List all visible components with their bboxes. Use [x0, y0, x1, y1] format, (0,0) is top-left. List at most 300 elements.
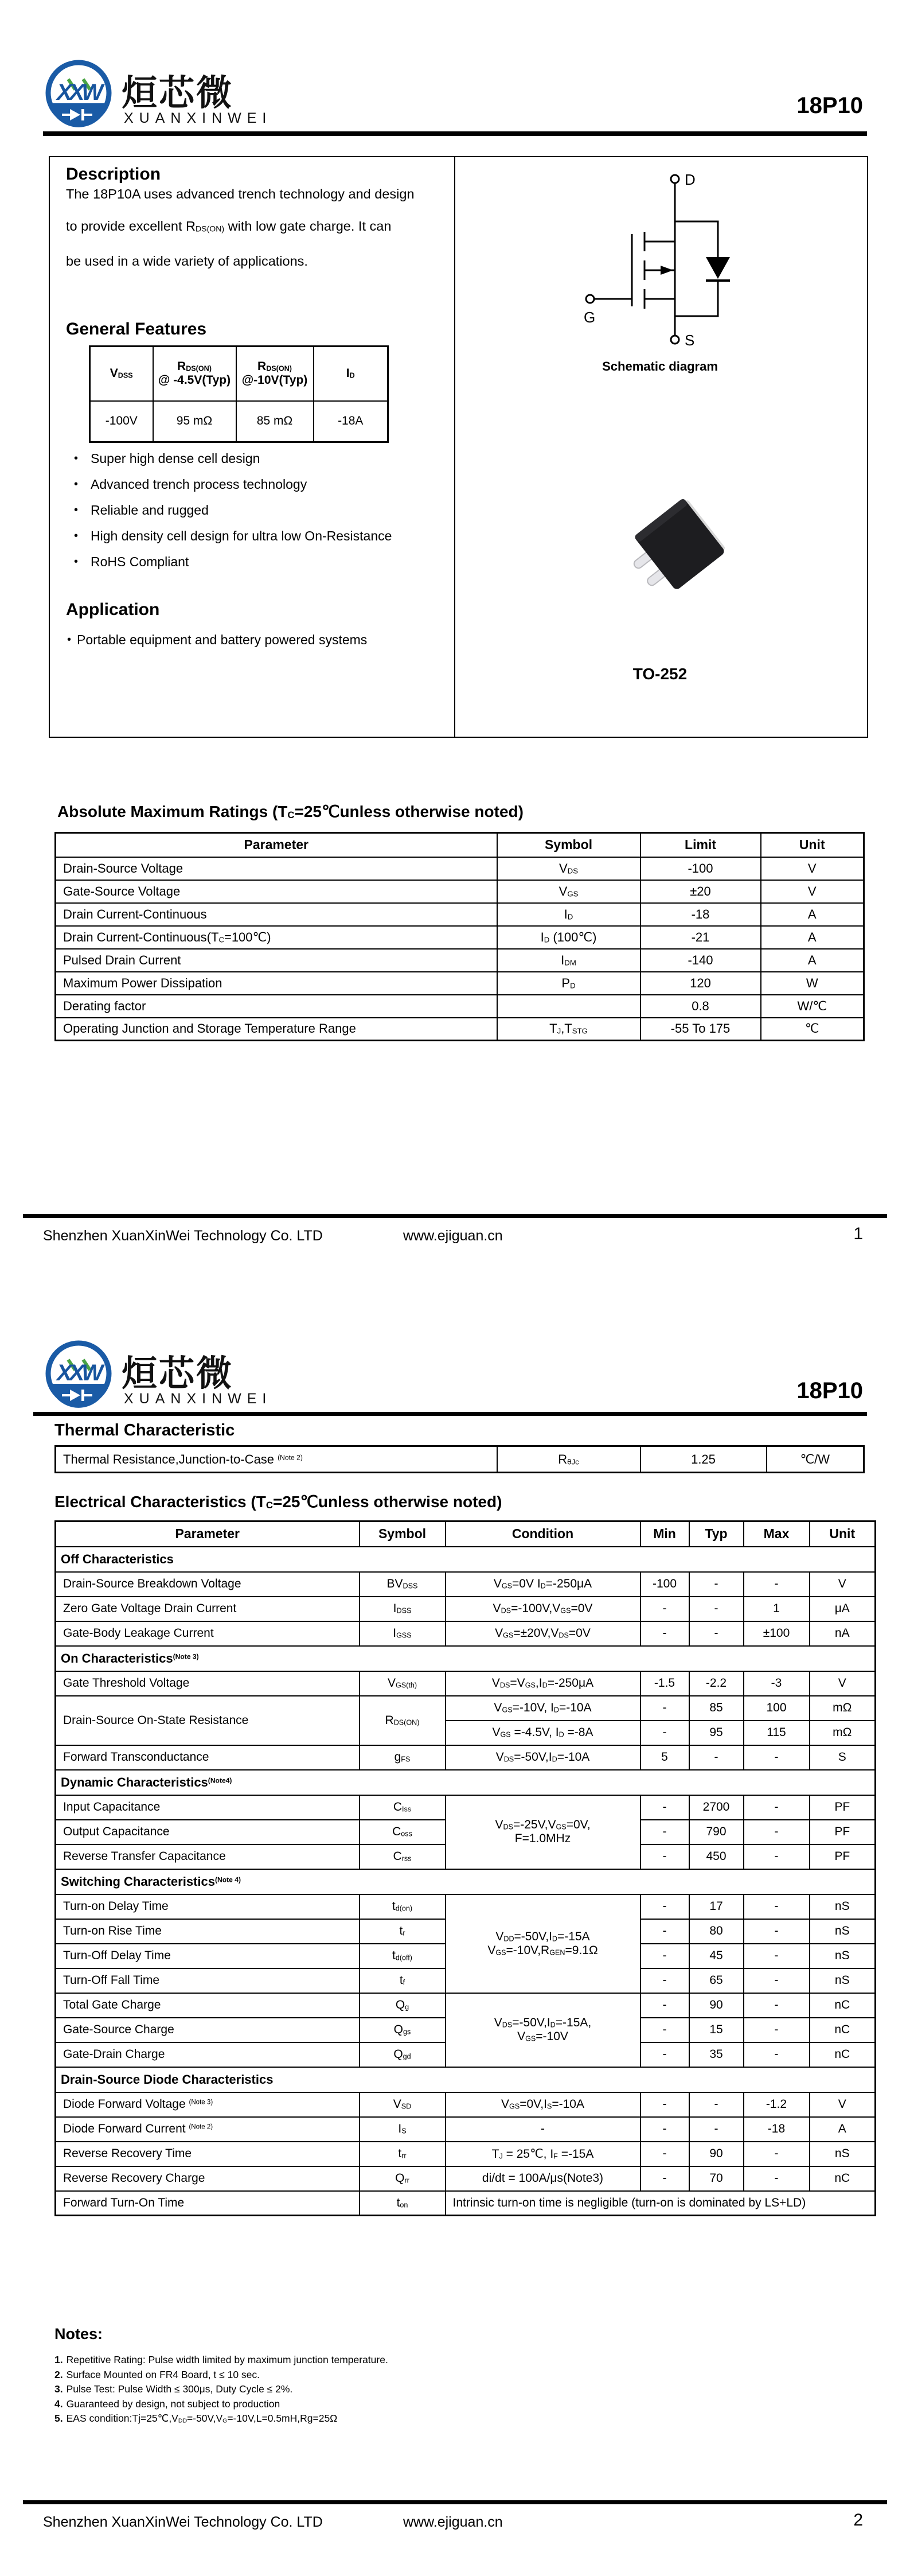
value-cell [497, 995, 640, 1018]
table-row [56, 2142, 876, 2166]
value-cell: IDSS [360, 1597, 446, 1621]
column-divider [454, 157, 455, 737]
table-row [56, 1018, 864, 1041]
param-cell: Operating Junction and Storage Temperature Range [56, 1018, 497, 1041]
list-item [74, 554, 447, 569]
table-row [56, 903, 864, 926]
table-row [56, 949, 864, 972]
value-cell: ℃/W [767, 1446, 864, 1473]
value-cell: 450 [689, 1845, 744, 1869]
value-cell: -55 To 175 [640, 1018, 761, 1041]
note-text: EAS condition:Tj=25℃,VDD=-50V,VG=-10V,L=0.5mH,Rg=25Ω [66, 2412, 338, 2425]
value-cell: ID (100℃) [497, 926, 640, 949]
value-cell: - [640, 1919, 689, 1944]
column-header: Min [640, 1522, 689, 1547]
table-row [56, 2117, 876, 2142]
table-row [56, 2191, 876, 2216]
value-cell: 45 [689, 1944, 744, 1968]
value-cell: di/dt = 100A/μs(Note3) [446, 2166, 640, 2191]
feature-bullet-text: Super high dense cell design [91, 451, 260, 466]
package-photo [486, 493, 835, 628]
value-cell: 85 [689, 1696, 744, 1721]
table-row [56, 1745, 876, 1770]
application-bullet-text: Portable equipment and battery powered systems [77, 632, 368, 647]
electrical-table [54, 1520, 876, 2216]
param-cell: Drain Current-Continuous(TC=100℃) [56, 926, 497, 949]
value-cell: nA [810, 1621, 876, 1646]
value-cell: 1.25 [640, 1446, 767, 1473]
table-row [56, 2166, 876, 2191]
value-cell: -1.2 [744, 2092, 810, 2117]
table-row [56, 1621, 876, 1646]
value-cell: - [689, 1745, 744, 1770]
application-title: Application [66, 600, 160, 619]
part-number: 18P10 [796, 1378, 863, 1403]
value-cell: nC [810, 2166, 876, 2191]
value-cell: - [744, 1795, 810, 1820]
param-cell: Gate-Source Charge [56, 2018, 360, 2042]
value-cell: - [640, 1597, 689, 1621]
table-row [56, 1795, 876, 1820]
package-name: TO-252 [632, 665, 688, 683]
value-cell: 95 mΩ [153, 401, 236, 442]
value-cell: - [744, 1745, 810, 1770]
list-item [74, 477, 447, 492]
footer-page-number: 1 [853, 1224, 863, 1243]
value-cell: -18 [640, 903, 761, 926]
note-item [54, 2382, 685, 2397]
value-cell: VGS =-4.5V, ID =-8A [446, 1721, 640, 1745]
param-cell: Gate-Source Voltage [56, 880, 497, 903]
value-cell: VDD=-50V,ID=-15A VGS=-10V,RGEN=9.1Ω [446, 1894, 640, 1993]
param-cell: Gate Threshold Voltage [56, 1671, 360, 1696]
note-text: Surface Mounted on FR4 Board, t ≤ 10 sec. [66, 2368, 260, 2380]
value-cell: TJ = 25℃, IF =-15A [446, 2142, 640, 2166]
thermal-title: Thermal Characteristic [54, 1421, 235, 1439]
value-cell: tf [360, 1968, 446, 1993]
value-cell: - [744, 1845, 810, 1869]
value-cell: 0.8 [640, 995, 761, 1018]
value-cell: Qgs [360, 2018, 446, 2042]
value-cell: Qg [360, 1993, 446, 2018]
logo-monogram: XXW [56, 1360, 101, 1386]
param-cell: Drain Current-Continuous [56, 903, 497, 926]
overview-box [49, 156, 868, 738]
bullet-icon: • [74, 504, 79, 516]
value-cell: -100 [640, 1572, 689, 1597]
table-row [56, 926, 864, 949]
value-cell: VDS=VGS,ID=-250μA [446, 1671, 640, 1696]
value-cell: VGS=0V,IS=-10A [446, 2092, 640, 2117]
param-cell: Thermal Resistance,Junction-to-Case $^{(Note 2)}$ [56, 1446, 497, 1473]
value-cell: mΩ [810, 1721, 876, 1745]
note-number: 3. [54, 2383, 63, 2395]
value-cell: - [640, 1820, 689, 1845]
column-header: RDS(ON) @ -4.5V(Typ) [153, 347, 236, 401]
param-cell: Output Capacitance [56, 1820, 360, 1845]
value-cell: - [744, 2166, 810, 2191]
value-cell: nS [810, 1894, 876, 1919]
value-cell: trr [360, 2142, 446, 2166]
param-cell: Derating factor [56, 995, 497, 1018]
param-cell: Drain-Source Breakdown Voltage [56, 1572, 360, 1597]
general-features-title: General Features [66, 320, 207, 338]
value-cell: mΩ [810, 1696, 876, 1721]
value-cell: VDS=-50V,ID=-10A [446, 1745, 640, 1770]
value-cell: - [744, 1820, 810, 1845]
section-label: Off Characteristics [56, 1547, 876, 1572]
bullet-icon: • [74, 452, 79, 465]
value-cell: A [761, 949, 864, 972]
value-cell: V [810, 2092, 876, 2117]
footer-website: www.ejiguan.cn [403, 1228, 503, 1244]
section-row [56, 1770, 876, 1795]
table-row [56, 1894, 876, 1919]
footer-company: Shenzhen XuanXinWei Technology Co. LTD [43, 1228, 323, 1244]
value-cell: BVDSS [360, 1572, 446, 1597]
value-cell: W [761, 972, 864, 995]
value-cell: nC [810, 1993, 876, 2018]
note-number: 5. [54, 2412, 63, 2424]
feature-bullet-text: High density cell design for ultra low On-Resistance [91, 528, 392, 543]
param-cell: Forward Transconductance [56, 1745, 360, 1770]
param-cell: Pulsed Drain Current [56, 949, 497, 972]
general-features-table [89, 345, 389, 443]
value-cell: VDS [497, 857, 640, 880]
value-cell: 35 [689, 2042, 744, 2067]
param-cell: Turn-Off Fall Time [56, 1968, 360, 1993]
value-cell: PD [497, 972, 640, 995]
param-cell: -100V [90, 401, 153, 442]
notes-title: Notes: [54, 2325, 103, 2342]
value-cell: -21 [640, 926, 761, 949]
value-cell: -18 [744, 2117, 810, 2142]
value-cell: - [446, 2117, 640, 2142]
value-cell: td(off) [360, 1944, 446, 1968]
value-cell: 100 [744, 1696, 810, 1721]
pin-label-s: S [685, 332, 695, 349]
table-row [56, 1671, 876, 1696]
header-rule [43, 131, 867, 136]
value-cell: 90 [689, 1993, 744, 2018]
value-cell: ±100 [744, 1621, 810, 1646]
column-header: Parameter [56, 833, 497, 857]
value-cell: -100 [640, 857, 761, 880]
param-cell: Turn-on Delay Time [56, 1894, 360, 1919]
list-item [74, 503, 447, 517]
value-cell: - [744, 2042, 810, 2067]
value-cell: - [689, 2117, 744, 2142]
schematic-caption: Schematic diagram [602, 359, 718, 373]
table-row [56, 857, 864, 880]
value-cell: tr [360, 1919, 446, 1944]
note-number: 4. [54, 2398, 63, 2410]
value-cell: CIss [360, 1795, 446, 1820]
param-cell: Forward Turn-On Time [56, 2191, 360, 2216]
value-cell: ℃ [761, 1018, 864, 1041]
value-cell: - [744, 2142, 810, 2166]
section-label: Dynamic Characteristics$^{(Note4)}$ [56, 1770, 876, 1795]
brand-logo [43, 1338, 114, 1412]
value-cell: -18A [314, 401, 388, 442]
value-cell: PF [810, 1820, 876, 1845]
column-header: Condition [446, 1522, 640, 1547]
value-cell: VDS=-100V,VGS=0V [446, 1597, 640, 1621]
value-cell: - [640, 2166, 689, 2191]
value-cell: A [761, 903, 864, 926]
value-cell: V [761, 857, 864, 880]
electrical-table [54, 1520, 876, 2216]
note-item [54, 2368, 685, 2383]
table-row [56, 1597, 876, 1621]
value-cell: - [744, 1993, 810, 2018]
value-cell: 95 [689, 1721, 744, 1745]
value-cell: - [640, 1721, 689, 1745]
value-cell: 1 [744, 1597, 810, 1621]
value-cell: VDS=-50V,ID=-15A, VGS=-10V [446, 1993, 640, 2067]
value-cell: - [689, 2092, 744, 2117]
value-cell: - [689, 1572, 744, 1597]
logo-monogram: XXW [56, 80, 101, 105]
value-cell: - [744, 2018, 810, 2042]
value-cell: μA [810, 1597, 876, 1621]
bullet-icon: • [74, 555, 79, 568]
features-bullet-list [74, 451, 447, 580]
value-cell: nS [810, 1919, 876, 1944]
pin-label-g: G [584, 309, 596, 326]
value-cell: nS [810, 2142, 876, 2166]
note-number: 2. [54, 2368, 63, 2380]
value-cell: W/℃ [761, 995, 864, 1018]
value-cell: - [640, 1968, 689, 1993]
bullet-icon: • [74, 478, 79, 491]
value-cell: VGS=±20V,VDS=0V [446, 1621, 640, 1646]
abs-max-title: Absolute Maximum Ratings (TC=25℃unless otherwise noted) [57, 803, 524, 821]
footer-website: www.ejiguan.cn [403, 2514, 503, 2530]
column-header: Parameter [56, 1522, 360, 1547]
value-cell: - [689, 1597, 744, 1621]
value-cell: 2700 [689, 1795, 744, 1820]
brand-logo-icon [43, 1338, 114, 1412]
table-row [56, 2092, 876, 2117]
note-text: Guaranteed by design, not subject to production [66, 2398, 280, 2410]
table-row [56, 880, 864, 903]
note-number: 1. [54, 2354, 63, 2365]
value-cell: nC [810, 2018, 876, 2042]
value-cell: Crss [360, 1845, 446, 1869]
brand-logo-icon [43, 57, 114, 132]
notes-list [54, 2353, 685, 2429]
value-cell: - [640, 1696, 689, 1721]
table-row [56, 1993, 876, 2018]
note-item [54, 2411, 685, 2429]
value-cell: A [810, 2117, 876, 2142]
value-cell: - [640, 1845, 689, 1869]
value-cell: - [640, 1795, 689, 1820]
table-row [56, 1446, 864, 1473]
thermal-table [54, 1445, 865, 1473]
value-cell: - [640, 1894, 689, 1919]
value-cell: - [640, 2117, 689, 2142]
param-cell: Maximum Power Dissipation [56, 972, 497, 995]
note-text: Pulse Test: Pulse Width ≤ 300μs, Duty Cycle ≤ 2%. [66, 2383, 293, 2395]
value-cell: VGS=-10V, ID=-10A [446, 1696, 640, 1721]
value-cell: VDS=-25V,VGS=0V, F=1.0MHz [446, 1795, 640, 1869]
note-item [54, 2353, 685, 2368]
column-header: Unit [810, 1522, 876, 1547]
column-header: Max [744, 1522, 810, 1547]
logo-chinese-text: 烜芯微 [122, 1354, 234, 1394]
value-cell: 90 [689, 2142, 744, 2166]
value-cell: - [640, 2092, 689, 2117]
value-cell: gFS [360, 1745, 446, 1770]
section-label: Drain-Source Diode Characteristics [56, 2067, 876, 2092]
param-cell: Turn-Off Delay Time [56, 1944, 360, 1968]
value-cell: - [744, 1572, 810, 1597]
pin-label-d: D [685, 171, 696, 188]
value-cell: - [640, 1944, 689, 1968]
list-item [74, 451, 447, 466]
footer-rule [23, 2500, 887, 2504]
value-cell: - [689, 1621, 744, 1646]
part-number: 18P10 [796, 93, 863, 118]
param-cell: Turn-on Rise Time [56, 1919, 360, 1944]
footer-company: Shenzhen XuanXinWei Technology Co. LTD [43, 2514, 323, 2530]
feature-bullet-text: RoHS Compliant [91, 554, 189, 569]
description-body: The 18P10A uses advanced trench technology and design to provide excellent RDS(ON) with low gate charge. It can be used in a wide variety of applications. [66, 186, 415, 269]
feature-bullet-text: Advanced trench process technology [91, 477, 307, 492]
value-cell: 85 mΩ [236, 401, 314, 442]
value-cell: -140 [640, 949, 761, 972]
value-cell: - [744, 1894, 810, 1919]
value-cell: td(on) [360, 1894, 446, 1919]
value-cell: 5 [640, 1745, 689, 1770]
value-cell: V [810, 1572, 876, 1597]
value-cell: - [640, 2018, 689, 2042]
column-header: Typ [689, 1522, 744, 1547]
value-cell: PF [810, 1795, 876, 1820]
value-cell: IDM [497, 949, 640, 972]
value-cell: VSD [360, 2092, 446, 2117]
section-row [56, 1869, 876, 1894]
logo-latin-text: XUANXINWEI [124, 110, 272, 126]
application-bullet [67, 632, 440, 647]
abs-max-table [54, 832, 865, 1041]
param-cell: Drain-Source Voltage [56, 857, 497, 880]
param-cell: Zero Gate Voltage Drain Current [56, 1597, 360, 1621]
value-cell: 17 [689, 1894, 744, 1919]
value-cell: ±20 [640, 880, 761, 903]
footer-page-number: 2 [853, 2511, 863, 2530]
value-cell: V [810, 1671, 876, 1696]
schematic-diagram [540, 170, 787, 353]
value-cell: V [761, 880, 864, 903]
table-row [56, 995, 864, 1018]
column-header: Symbol [497, 833, 640, 857]
column-header: Limit [640, 833, 761, 857]
value-cell: - [640, 1993, 689, 2018]
bullet-icon: • [74, 530, 79, 542]
value-cell: PF [810, 1845, 876, 1869]
column-header: VDSS [90, 347, 153, 401]
value-cell: Coss [360, 1820, 446, 1845]
column-header: Unit [761, 833, 864, 857]
table-row [90, 401, 388, 442]
value-cell: - [640, 2142, 689, 2166]
value-cell: 70 [689, 2166, 744, 2191]
value-cell: - [640, 1621, 689, 1646]
column-header: RDS(ON) @-10V(Typ) [236, 347, 314, 401]
note-text: Repetitive Rating: Pulse width limited by maximum junction temperature. [66, 2354, 388, 2365]
param-cell: Total Gate Charge [56, 1993, 360, 2018]
param-cell: Intrinsic turn-on time is negligible (turn-on is dominated by LS+LD) [446, 2191, 876, 2216]
section-label: On Characteristics$^{(Note 3)}$ [56, 1646, 876, 1671]
table-row [56, 972, 864, 995]
table-row [56, 1696, 876, 1721]
value-cell: 65 [689, 1968, 744, 1993]
value-cell: A [761, 926, 864, 949]
value-cell: S [810, 1745, 876, 1770]
note-item [54, 2397, 685, 2412]
header-rule [33, 1412, 867, 1416]
general-features-table [89, 345, 389, 443]
column-header: ID [314, 347, 388, 401]
value-cell: -3 [744, 1671, 810, 1696]
value-cell: -1.5 [640, 1671, 689, 1696]
section-row [56, 1547, 876, 1572]
param-cell: Drain-Source On-State Resistance [56, 1696, 360, 1745]
column-header: Symbol [360, 1522, 446, 1547]
value-cell: - [744, 1968, 810, 1993]
value-cell: 15 [689, 2018, 744, 2042]
value-cell: 120 [640, 972, 761, 995]
value-cell: nS [810, 1968, 876, 1993]
section-row [56, 2067, 876, 2092]
table-row [56, 1572, 876, 1597]
feature-bullet-text: Reliable and rugged [91, 503, 209, 517]
value-cell: IGSS [360, 1621, 446, 1646]
param-cell: Diode Forward Voltage $^{(Note 3)}$ [56, 2092, 360, 2117]
abs-max-table [54, 832, 865, 1041]
value-cell: RDS(ON) [360, 1696, 446, 1745]
param-cell: Gate-Body Leakage Current [56, 1621, 360, 1646]
thermal-table [54, 1445, 865, 1473]
section-label: Switching Characteristics$^{(Note 4)}$ [56, 1869, 876, 1894]
value-cell: nS [810, 1944, 876, 1968]
value-cell: RθJc [497, 1446, 640, 1473]
value-cell: - [640, 2042, 689, 2067]
value-cell: nC [810, 2042, 876, 2067]
logo-latin-text: XUANXINWEI [124, 1391, 272, 1407]
param-cell: Diode Forward Current $^{(Note 2)}$ [56, 2117, 360, 2142]
value-cell: Qrr [360, 2166, 446, 2191]
value-cell: VGS(th) [360, 1671, 446, 1696]
value-cell: ID [497, 903, 640, 926]
param-cell: Input Capacitance [56, 1795, 360, 1820]
value-cell: - [744, 1919, 810, 1944]
bullet-icon: • [67, 633, 72, 646]
value-cell: - [744, 1944, 810, 1968]
param-cell: Gate-Drain Charge [56, 2042, 360, 2067]
param-cell: Reverse Recovery Charge [56, 2166, 360, 2191]
param-cell: Reverse Recovery Time [56, 2142, 360, 2166]
value-cell: TJ,TSTG [497, 1018, 640, 1041]
value-cell: Qgd [360, 2042, 446, 2067]
value-cell: 80 [689, 1919, 744, 1944]
footer-rule [23, 1214, 887, 1218]
logo-chinese-text: 烜芯微 [122, 73, 234, 113]
value-cell: -2.2 [689, 1671, 744, 1696]
